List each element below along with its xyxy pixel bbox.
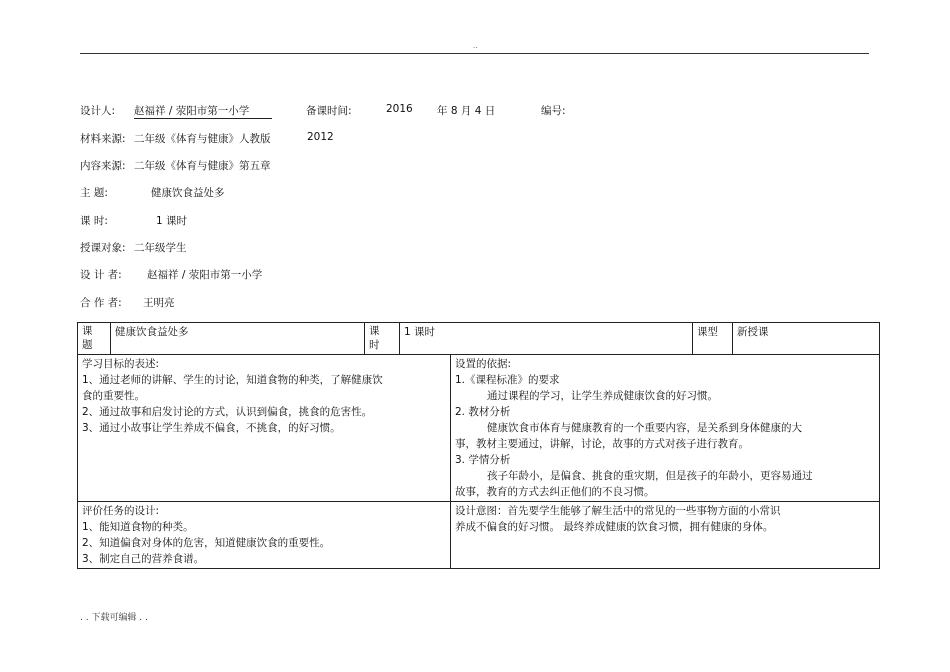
topic-header-cell bbox=[78, 323, 111, 355]
goals-heading: 学习目标的表述: bbox=[82, 358, 160, 370]
number-label: 编号: bbox=[541, 105, 566, 117]
hours-cell-value: 1 课时 bbox=[404, 326, 436, 338]
goal-item: 2、通过故事和启发讨论的方式，认识到偏食，挑食的危害性。 bbox=[82, 406, 373, 418]
material-label: 材料来源: bbox=[80, 133, 126, 145]
prep-time-label: 备课时间: bbox=[306, 105, 352, 117]
basis-item: 故事，教育的方式去纠正他们的不良习惯。 bbox=[455, 486, 655, 498]
intent-cell bbox=[451, 502, 880, 569]
basis-item: 孩子年龄小，是偏食、挑食的重灾期，但是孩子的年龄小，更容易通过 bbox=[487, 470, 813, 482]
coop-label: 合 作 者: bbox=[80, 297, 122, 309]
basis-item: 2. 教材分析 bbox=[455, 406, 511, 418]
type-value-cell bbox=[733, 323, 880, 355]
eval-item: 2、知道偏食对身体的危害，知道健康饮食的重要性。 bbox=[82, 537, 331, 549]
hours-label: 课 时: bbox=[80, 215, 108, 227]
basis-item: 通过课程的学习，让学生养成健康饮食的好习惯。 bbox=[487, 390, 718, 402]
basis-cell bbox=[451, 355, 880, 502]
topic-cell-value: 健康饮食益处多 bbox=[115, 326, 189, 338]
goals-cell bbox=[78, 355, 451, 502]
hours-header: 课时 bbox=[369, 325, 380, 351]
goal-item: 3、通过小故事让学生养成不偏食，不挑食，的好习惯。 bbox=[82, 422, 341, 434]
topic-value: 健康饮食益处多 bbox=[151, 187, 225, 199]
type-header-cell bbox=[693, 323, 733, 355]
material-value: 二年级《体育与健康》人教版 bbox=[134, 133, 271, 145]
material-year: 2012 bbox=[307, 131, 334, 143]
type-value: 新授课 bbox=[737, 326, 769, 338]
eval-heading: 评价任务的设计: bbox=[82, 505, 160, 517]
design-value: 赵福祥 / 荥阳市第一小学 bbox=[147, 269, 263, 281]
hours-value-cell bbox=[400, 323, 693, 355]
eval-cell bbox=[78, 502, 451, 569]
eval-item: 1、能知道食物的种类。 bbox=[82, 521, 194, 533]
prep-date: 年 8 月 4 日 bbox=[437, 105, 496, 117]
content-label: 内容来源: bbox=[80, 160, 126, 172]
designer-value: 赵福祥 / 荥阳市第一小学 bbox=[134, 103, 272, 119]
designer-label: 设计人: bbox=[80, 105, 116, 117]
topic-header: 课题 bbox=[82, 325, 93, 351]
intent-line: 养成不偏食的好习惯。 最终养成健康的饮食习惯，拥有健康的身体。 bbox=[455, 521, 774, 533]
header-dots: .. bbox=[473, 42, 478, 50]
topic-label: 主 题: bbox=[80, 187, 108, 199]
basis-item: 1.《课程标准》的要求 bbox=[455, 374, 560, 386]
eval-item: 3、制定自己的营养食谱。 bbox=[82, 553, 205, 565]
target-label: 授课对象: bbox=[80, 242, 126, 254]
prep-year: 2016 bbox=[386, 103, 413, 115]
intent-line: 设计意图：首先要学生能够了解生活中的常见的一些事物方面的小常识 bbox=[455, 505, 781, 517]
basis-heading: 设置的依据: bbox=[455, 358, 512, 370]
coop-value: 王明亮 bbox=[143, 297, 175, 309]
goal-item: 1、通过老师的讲解、学生的讨论，知道食物的种类，了解健康饮 bbox=[82, 374, 383, 386]
target-value: 二年级学生 bbox=[134, 242, 187, 254]
course-info-table bbox=[77, 322, 880, 355]
hours-value: 1 课时 bbox=[156, 215, 188, 227]
header-rule bbox=[80, 53, 869, 54]
goal-item: 食的重要性。 bbox=[82, 390, 145, 402]
topic-value-cell bbox=[111, 323, 365, 355]
basis-item: 3. 学情分析 bbox=[455, 454, 511, 466]
design-table bbox=[77, 354, 880, 569]
basis-item: 健康饮食市体育与健康教育的一个重要内容，是关系到身体健康的大 bbox=[487, 422, 802, 434]
design-label: 设 计 者: bbox=[80, 269, 122, 281]
type-header: 课型 bbox=[697, 326, 718, 338]
footer-text: . . 下载可编辑 . . bbox=[80, 613, 148, 623]
content-value: 二年级《体育与健康》第五章 bbox=[134, 160, 271, 172]
hours-header-cell bbox=[365, 323, 400, 355]
basis-item: 事，教材主要通过，讲解，讨论，故事的方式对孩子进行教育。 bbox=[455, 438, 749, 450]
